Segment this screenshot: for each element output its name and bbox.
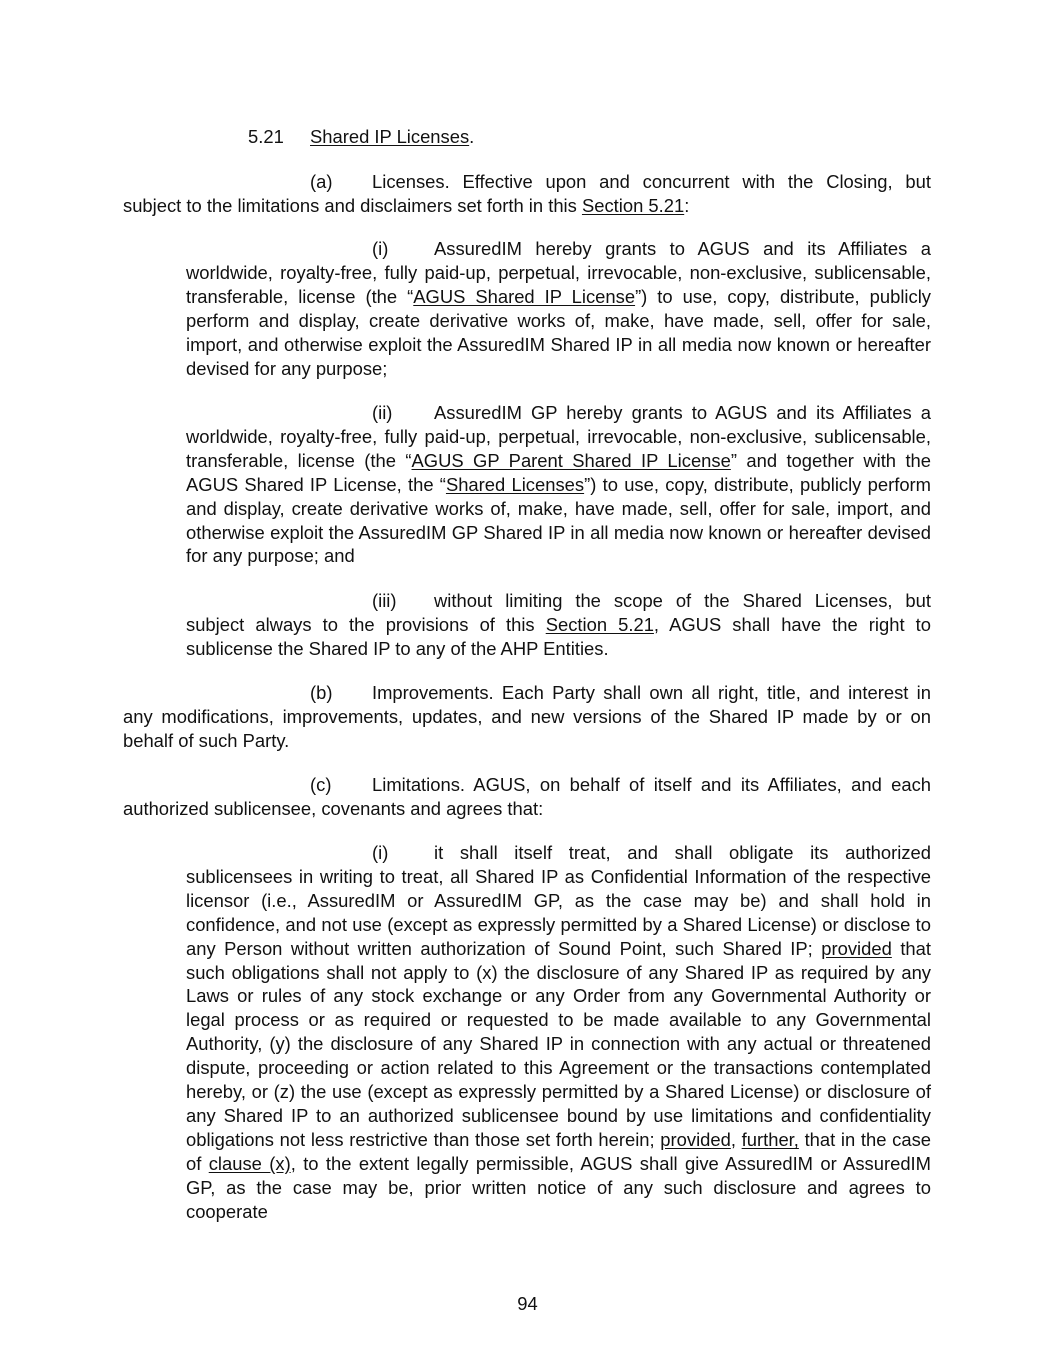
section-reference: Section 5.21 — [545, 613, 654, 635]
defined-term-agus-shared-ip-license: AGUS Shared IP License — [413, 285, 636, 307]
paragraph-a-iii-label: (iii) — [372, 590, 397, 611]
section-number: 5.21 — [248, 126, 284, 147]
paragraph-b-label: (b) — [310, 682, 333, 703]
paragraph-a-label: (a) — [310, 171, 333, 192]
defined-term-agus-gp-parent-shared-ip-license: AGUS GP Parent Shared IP License — [411, 449, 731, 471]
paragraph-a-ii-label: (ii) — [372, 402, 393, 423]
paragraph-c-i-label: (i) — [372, 842, 389, 863]
paragraph-a-ii: (ii) AssuredIM GP hereby grants to AGUS and its Affiliates a worldwide, royalty-free, fully paid-up, perpetual, irrevocable, non-exclusive, sublicensable, transferable, license (the “AGUS GP Parent Shared IP License” and together with the AGUS Shared IP License, the “Shared Licenses”) to use, copy, distribute, publicly perform and display, create derivative works of, make, have made, sell, offer for sale, import, and otherwise exploit the AssuredIM GP Shared IP in all media now known or hereafter devised for any purpose; and — [186, 402, 932, 567]
section-title-suffix: . — [469, 126, 475, 147]
paragraph-a-i: (i) AssuredIM hereby grants to AGUS and its Affiliates a worldwide, royalty-free, fully paid-up, perpetual, irrevocable, non-exclusive, sublicensable, transferable, license (the “AGUS Shared IP License”) to use, copy, distribute, publicly perform and display, create derivative works of, make, have made, sell, offer for sale, import, and otherwise exploit the AssuredIM Shared IP in all media now known or hereafter devised for any purpose; — [186, 238, 931, 379]
provided-term: provided — [660, 1128, 731, 1150]
section-title: Shared IP Licenses — [310, 126, 470, 147]
section-heading — [248, 125, 474, 149]
paragraph-a-iii: (iii) without limiting the scope of the Shared Licenses, but subject always to the provisions of this Section 5.21, AGUS shall have the right to sublicense the Shared IP to any of the AHP Entities. — [186, 590, 931, 659]
further-term: further, — [741, 1128, 799, 1150]
paragraph-c-i: (i) it shall itself treat, and shall obligate its authorized sublicensees in writing to treat, all Shared IP as Confidential Information of the respective licensor (i.e., AssuredIM or AssuredIM GP, as the case may be) and shall hold in confidence, and not use (except as expressly permitted by a Shared License) or disclose to any Person without written authorization of Sound Point, such Shared IP; provided that such obligations shall not apply to (x) the disclosure of any Shared IP as required by any Laws or rules of any stock exchange or any Order from any Governmental Authority or legal process or as required or requested to be made available to any Governmental Authority, (y) the disclosure of any Shared IP in connection with any actual or threatened dispute, proceeding or action related to this Agreement or the transactions contemplated hereby, or (z) the use (except as expressly permitted by a Shared License) or disclosure of any Shared IP to an authorized sublicensee bound by use limitations and confidentiality obligations not less restrictive than those set forth herein; provided, further, that in the case of clause (x), to the extent legally permissible, AGUS shall give AssuredIM or AssuredIM GP, as the case may be, prior written notice of any such disclosure and agrees to cooperate — [186, 842, 931, 1222]
clause-reference: clause (x) — [208, 1152, 291, 1174]
paragraph-a: (a) Licenses. Effective upon and concurrent with the Closing, but subject to the limitations and disclaimers set forth in this Section 5.21: — [123, 171, 931, 216]
paragraph-c: (c) Limitations. AGUS, on behalf of itself and its Affiliates, and each authorized sublicensee, covenants and agrees that: — [123, 774, 931, 819]
paragraph-a-i-label: (i) — [372, 238, 389, 259]
page-number: 94 — [517, 1293, 538, 1314]
paragraph-c-label: (c) — [310, 774, 332, 795]
provided-term: provided — [821, 937, 892, 959]
section-reference: Section 5.21 — [581, 194, 685, 216]
paragraph-b: (b) Improvements. Each Party shall own all right, title, and interest in any modifications, improvements, updates, and new versions of the Shared IP made by or on behalf of such Party. — [123, 682, 931, 751]
defined-term-shared-licenses: Shared Licenses — [445, 473, 585, 495]
